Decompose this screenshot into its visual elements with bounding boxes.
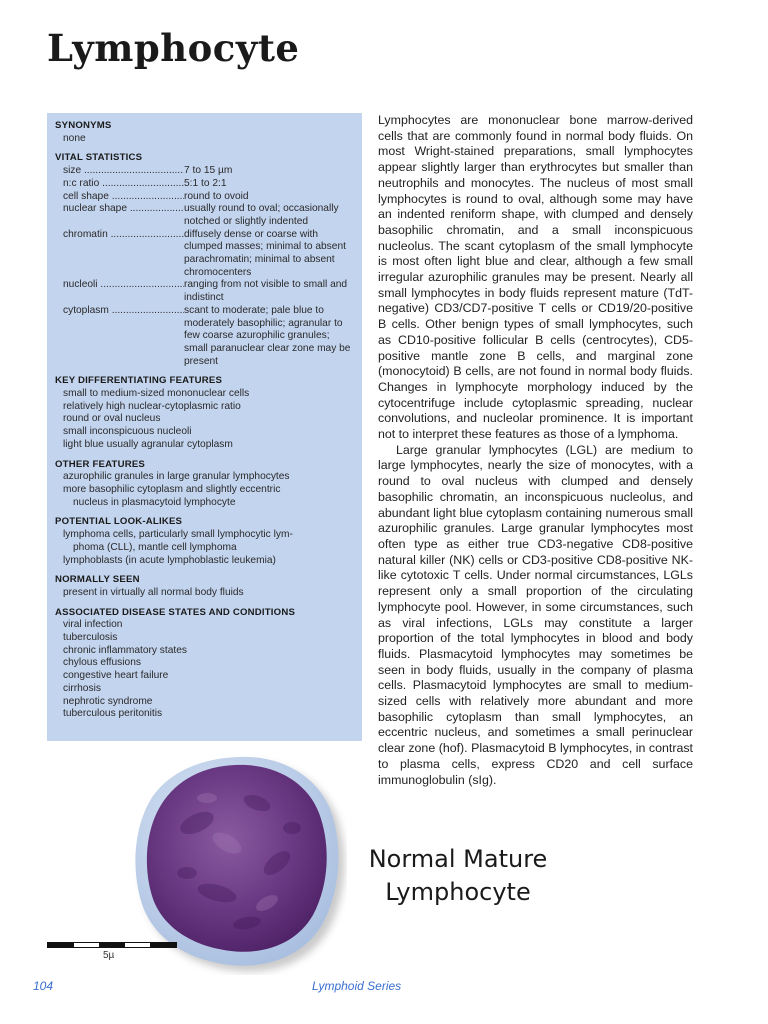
body-paragraph: Lymphocytes are mononuclear bone marrow-derived cells that are commonly found in normal body fluids. On most Wright-stained preparations, small lymphocytes appear slightly larger than erythrocytes but smaller than neutrophils and monocytes. The nucleus of most small lymphocytes is round to oval, although some may have an indented reniform shape, with clumped and densely basophilic chromatin, and a small inconspicuous nucleolus. The scant cytoplasm of the small lymphocyte is most often light blue and clear, although a few small irregular azurophilic granules may be present. Nearly all small lymphocytes in body fluids represent mature (TdT-negative) CD3/CD7-positive T cells or CD19/20-positive B cells. Other benign types of small lymphocytes, such as CD10-positive follicular B cells (centrocytes), CD5-positive mantle zone B cells, and marginal zone (monocytoid) B cells, are not found in normal body fluids. Changes in lymphocyte morphology induced by the cytocentrifuge include cytoplasmic spreading, nuclear convolutions, and nucleolar prominence. It is important not to interpret these features as those of a lymphoma.	[378, 113, 693, 442]
list-item: more basophilic cytoplasm and slightly eccentric	[63, 483, 281, 495]
list-item: small to medium-sized mononuclear cells	[63, 388, 250, 400]
stat-label: cytoplasm .....	[63, 305, 184, 369]
list-item: phoma (CLL), mantle cell lymphoma	[73, 541, 237, 553]
stat-row	[55, 229, 354, 280]
list-item: azurophilic granules in large granular lymphocytes	[63, 471, 290, 483]
section-heading: OTHER FEATURES	[55, 458, 146, 470]
scale-segment	[48, 943, 74, 947]
scale-label: 5µ	[103, 950, 115, 961]
page-title: Lymphocyte	[47, 26, 300, 70]
list-item: viral infection	[63, 619, 123, 631]
stat-row	[55, 165, 354, 178]
stat-row	[55, 191, 354, 204]
scale-segment	[125, 943, 151, 947]
lymphocyte-cell-svg	[127, 743, 347, 975]
list-item: tuberculous peritonitis	[63, 708, 163, 720]
stat-value: 7 to 15 µm	[184, 165, 233, 177]
stat-label: nuclear shape .....	[63, 203, 184, 228]
list-item: light blue usually agranular cytoplasm	[63, 438, 233, 450]
stat-row	[55, 279, 354, 304]
stat-row	[55, 305, 354, 369]
list-item: relatively high nuclear-cytoplasmic ratio	[63, 400, 241, 412]
body-text	[378, 113, 693, 788]
section-heading: NORMALLY SEEN	[55, 574, 140, 586]
section-heading: KEY DIFFERENTIATING FEATURES	[55, 375, 223, 387]
list-item: tuberculosis	[63, 632, 118, 644]
list-item: chylous effusions	[63, 657, 141, 669]
list-item: lymphoblasts (in acute lymphoblastic leukemia)	[63, 554, 276, 566]
series-name: Lymphoid Series	[312, 979, 402, 993]
body-paragraph: Large granular lymphocytes (LGL) are medium to large lymphocytes, nearly the size of monocytes, with a round to oval nucleus with clumped and densely basophilic chromatin, an inconspicuous nucleolus, and abundant light blue cytoplasm containing numerous small azurophilic granules. Large granular lymphocytes most often type as either true CD3-negative CD8-positive natural killer (NK) cells or CD3-positive CD8-positive NK-like cytotoxic T cells. Under normal circumstances, LGLs represent only a small proportion of the circulating lymphocyte pool. However, in some circumstances, such as viral infections, LGLs may constitute a larger proportion of the total lymphocytes in blood and body fluids. Plasmacytoid lymphocytes may sometimes be seen in body fluids, usually in the company of plasma cells. Plasmacytoid lymphocytes are small to medium-sized cells with relatively more abundant and more basophilic cytoplasm than small lymphocytes, an eccentric nucleus, and sometimes a small perinuclear clear zone (hof). Plasmacytoid B lymphocytes, in contrast to plasma cells, express CD20 and cell surface immunoglobulin (sIg).	[378, 442, 693, 787]
stat-label: nucleoli .....	[63, 279, 184, 304]
list-item: cirrhosis	[63, 682, 101, 694]
caption-line: Normal Mature	[368, 845, 548, 873]
stat-label: n:c ratio .....	[63, 178, 184, 191]
normally-seen-section	[55, 574, 354, 599]
list-item: round or oval nucleus	[63, 413, 161, 425]
synonyms-section	[55, 120, 354, 145]
page-number: 104	[33, 979, 54, 993]
figure-caption	[348, 843, 568, 909]
key-features-section	[55, 375, 354, 451]
stat-value: diffusely dense or coarse with clumped masses; minimal to absent parachromatin; minimal to absent chromocenters	[184, 228, 346, 278]
stat-label: cell shape .....	[63, 191, 184, 204]
section-heading: VITAL STATISTICS	[55, 152, 143, 164]
look-alikes-section	[55, 516, 354, 567]
list-item: congestive heart failure	[63, 670, 169, 682]
list-item: lymphoma cells, particularly small lymphocytic lym-	[63, 529, 293, 541]
stat-label: chromatin .....	[63, 229, 184, 280]
list-item: nephrotic syndrome	[63, 695, 153, 707]
list-item: nucleus in plasmacytoid lymphocyte	[73, 496, 236, 508]
stat-value: round to ovoid	[184, 190, 249, 202]
stat-row	[55, 203, 354, 228]
scale-bar	[47, 942, 177, 948]
stat-value: usually round to oval; occasionally notched or slightly indented	[184, 203, 339, 227]
stat-value: ranging from not visible to small and indistinct	[184, 279, 348, 304]
stat-label: size .....	[63, 165, 184, 178]
list-item: present in virtually all normal body fluids	[63, 586, 244, 598]
section-heading: SYNONYMS	[55, 120, 112, 131]
lymphocyte-illustration	[127, 743, 347, 975]
list-item: none	[63, 132, 86, 144]
disease-states-section	[55, 607, 354, 721]
stat-row	[55, 178, 354, 191]
scale-segment	[99, 943, 125, 947]
other-features-section	[55, 459, 354, 510]
scale-segment	[74, 943, 100, 947]
scale-segment	[150, 943, 176, 947]
info-sidebar	[47, 113, 362, 741]
section-heading: POTENTIAL LOOK-ALIKES	[55, 516, 183, 528]
section-heading: ASSOCIATED DISEASE STATES AND CONDITIONS	[55, 606, 296, 618]
list-item: small inconspicuous nucleoli	[63, 426, 192, 438]
stat-value: scant to moderate; pale blue to moderately basophilic; agranular to few coarse azurophilic granules; small paranuclear clear zone may be present	[184, 304, 351, 367]
caption-line: Lymphocyte	[385, 878, 531, 906]
vital-statistics-section	[55, 152, 354, 368]
list-item: chronic inflammatory states	[63, 644, 187, 656]
stat-value: 5:1 to 2:1	[184, 177, 227, 189]
